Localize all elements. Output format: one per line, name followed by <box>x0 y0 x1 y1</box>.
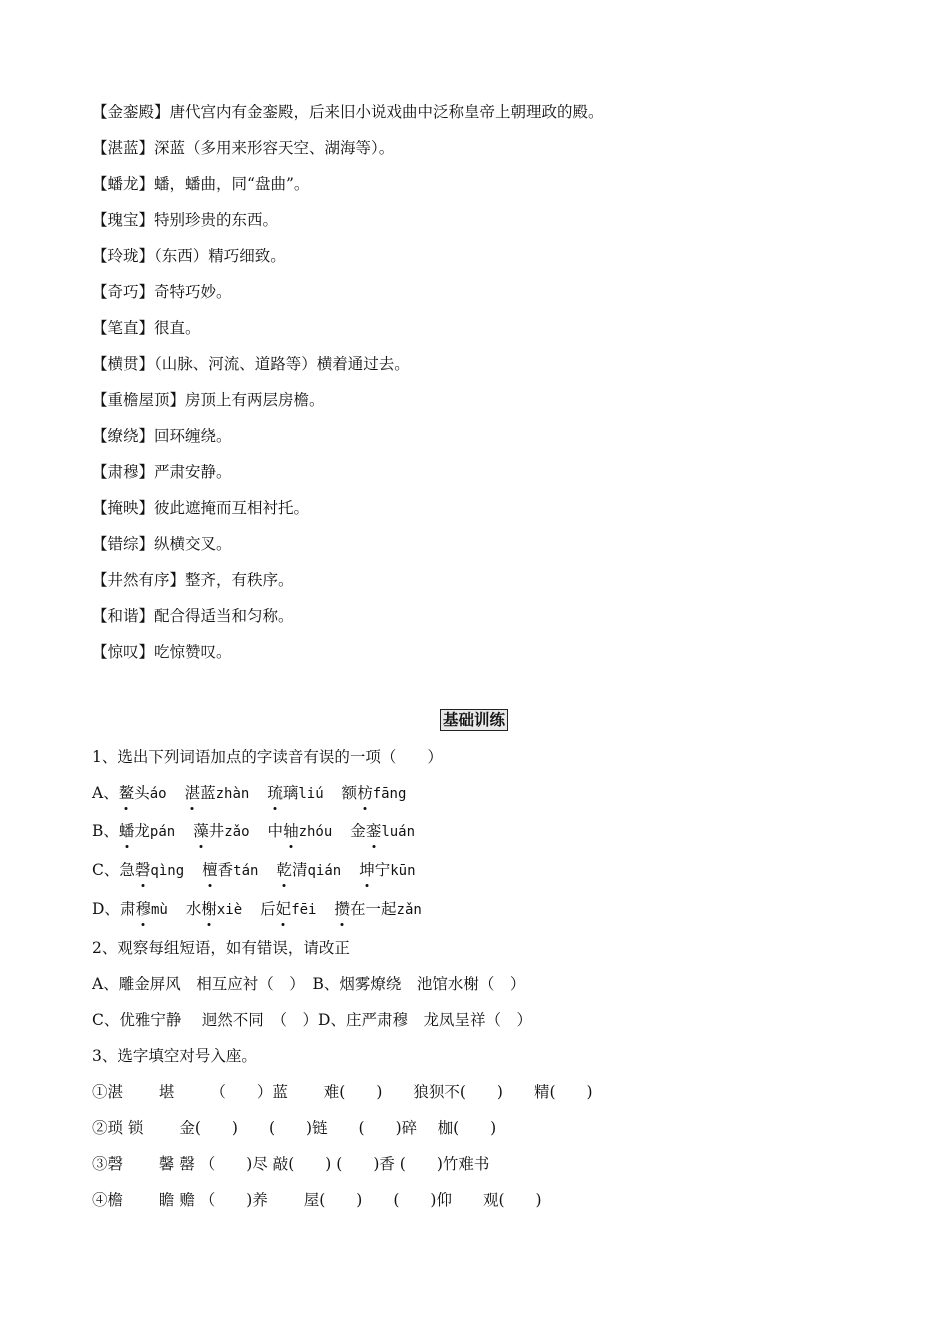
question-1-option-a <box>92 780 406 807</box>
dotted-character: 湛 <box>185 780 201 806</box>
option-label: B、 <box>92 822 119 840</box>
definition-term: 【金銮殿】 <box>92 103 170 121</box>
word-prefix: 肃 <box>119 900 136 918</box>
question-3-row-3: ③磬 馨 罄 （ )尽 敲( ) ( )香 ( )竹难书 <box>92 1155 490 1173</box>
definition-term: 【惊叹】 <box>92 643 155 661</box>
word-prefix: 水 <box>185 900 202 918</box>
dotted-character: 銮 <box>366 818 382 844</box>
definition-term: 【横贯】 <box>92 355 155 373</box>
definition-term: 【湛蓝】 <box>92 139 155 157</box>
definition-item <box>92 566 872 602</box>
pinyin: zǎo <box>224 824 250 840</box>
question-1-option-c <box>92 857 416 884</box>
definition-item <box>92 638 872 674</box>
pinyin: pán <box>149 824 176 840</box>
word-with-pinyin <box>119 822 175 840</box>
word-suffix: 龙 <box>134 822 150 840</box>
word-suffix: 头 <box>134 784 150 802</box>
question-3-row-1: ①湛 堪 （ ）蓝 难( ) 狼狈不( ) 精( ) <box>92 1083 593 1101</box>
definition-term: 【掩映】 <box>92 499 155 517</box>
pinyin: tán <box>233 863 259 879</box>
definition-item <box>92 242 872 278</box>
definition-text: 特别珍贵的东西。 <box>154 211 279 229</box>
word-suffix: 香 <box>217 861 234 879</box>
definition-term: 【瑰宝】 <box>92 211 155 229</box>
word-with-pinyin <box>193 822 249 840</box>
word-suffix: 宁 <box>374 861 391 879</box>
question-2-row-1: A、雕金屏风 相互应衬（ ） B、烟雾燎绕 池馆水榭（ ） <box>92 975 526 993</box>
word-with-pinyin <box>185 784 250 802</box>
definition-term: 【缭绕】 <box>92 427 155 445</box>
pinyin: áo <box>149 786 167 802</box>
word-with-pinyin <box>119 784 167 802</box>
word-suffix: 在一起 <box>350 900 397 918</box>
definition-item <box>92 170 872 206</box>
definitions-list <box>92 98 872 674</box>
option-label: C、 <box>92 861 120 879</box>
pinyin: zǎn <box>396 902 422 918</box>
question-2-stem: 2、观察每组短语，如有错误，请改正 <box>92 939 350 957</box>
definition-text: （东西）精巧细致。 <box>154 247 286 265</box>
definition-text: 房顶上有两层房檐。 <box>185 391 325 409</box>
pinyin: xiè <box>216 902 243 918</box>
word-with-pinyin <box>260 900 316 918</box>
pinyin: kūn <box>390 863 416 879</box>
option-label: D、 <box>92 900 120 918</box>
word-prefix: 后 <box>260 900 276 918</box>
word-with-pinyin <box>268 822 333 840</box>
dotted-character: 枋 <box>357 780 373 806</box>
question-3-row-2: ②琐 锁 金( ) ( )链 ( )碎 枷( ) <box>92 1119 497 1137</box>
word-prefix: 金 <box>350 822 366 840</box>
pinyin: qián <box>307 863 342 879</box>
word-suffix: 清 <box>291 861 308 879</box>
dotted-character: 攒 <box>334 896 350 922</box>
definition-term: 【重檐屋顶】 <box>92 391 186 409</box>
pinyin: liú <box>298 786 324 802</box>
definition-term: 【笔直】 <box>92 319 155 337</box>
dotted-character: 轴 <box>283 818 299 844</box>
section-title: 基础训练 <box>440 709 508 731</box>
word-with-pinyin <box>120 900 168 918</box>
definition-item <box>92 602 872 638</box>
dotted-character: 穆 <box>135 896 151 922</box>
definition-term: 【和谐】 <box>92 607 155 625</box>
word-with-pinyin <box>186 900 242 918</box>
question-3-row-4: ④檐 瞻 赡 （ )养 屋( ) ( )仰 观( ) <box>92 1191 542 1209</box>
option-label: A、 <box>92 784 119 802</box>
pinyin: zhàn <box>215 786 250 802</box>
definition-text: 严肃安静。 <box>154 463 232 481</box>
dotted-character: 磬 <box>135 857 151 883</box>
question-2-row-2: C、优雅宁静 迥然不同 （ ）D、庄严肃穆 龙凤呈祥（ ） <box>92 1011 532 1029</box>
dotted-character: 檀 <box>202 857 218 883</box>
definition-item <box>92 206 872 242</box>
definition-item <box>92 530 872 566</box>
dotted-character: 坤 <box>359 857 375 883</box>
dotted-character: 琉 <box>267 780 283 806</box>
pinyin: zhóu <box>298 824 333 840</box>
definition-term: 【奇巧】 <box>92 283 155 301</box>
definition-text: 纵横交叉。 <box>154 535 232 553</box>
word-with-pinyin <box>276 861 341 879</box>
definition-text: 唐代宫内有金銮殿，后来旧小说戏曲中泛称皇帝上朝理政的殿。 <box>169 103 604 121</box>
word-with-pinyin <box>202 861 258 879</box>
definition-text: 奇特巧妙。 <box>154 283 232 301</box>
pinyin: fēi <box>291 902 317 918</box>
definition-text: 吃惊赞叹。 <box>154 643 232 661</box>
definition-text: 回环缠绕。 <box>154 427 232 445</box>
dotted-character: 蟠 <box>119 818 135 844</box>
definition-item <box>92 422 872 458</box>
definition-text: 蟠，蟠曲，同“盘曲”。 <box>154 175 310 193</box>
word-prefix: 急 <box>119 861 135 879</box>
word-with-pinyin <box>359 861 415 879</box>
definition-text: 配合得适当和匀称。 <box>154 607 294 625</box>
definition-item <box>92 134 872 170</box>
definition-text: 彼此遮掩而互相衬托。 <box>154 499 310 517</box>
definition-item <box>92 278 872 314</box>
pinyin: qìng <box>150 863 185 879</box>
definition-item <box>92 386 872 422</box>
definition-text: 很直。 <box>154 319 201 337</box>
word-prefix: 额 <box>341 784 358 802</box>
definition-term: 【错综】 <box>92 535 155 553</box>
word-with-pinyin <box>350 822 415 840</box>
definition-item <box>92 494 872 530</box>
definition-item <box>92 458 872 494</box>
question-1-option-b <box>92 818 415 845</box>
definition-item <box>92 98 872 134</box>
dotted-character: 乾 <box>276 857 292 883</box>
definition-item <box>92 350 872 386</box>
word-with-pinyin <box>119 861 184 879</box>
definition-term: 【井然有序】 <box>92 571 186 589</box>
dotted-character: 藻 <box>193 818 209 844</box>
dotted-character: 妃 <box>276 896 292 922</box>
word-suffix: 璃 <box>282 784 299 802</box>
word-with-pinyin <box>342 784 407 802</box>
word-suffix: 井 <box>208 822 225 840</box>
word-with-pinyin <box>334 900 421 918</box>
question-3-stem: 3、选字填空对号入座。 <box>92 1047 257 1065</box>
definition-term: 【蟠龙】 <box>92 175 155 193</box>
pinyin: mù <box>150 902 168 918</box>
word-prefix: 中 <box>267 822 284 840</box>
word-with-pinyin <box>267 784 323 802</box>
dotted-character: 榭 <box>201 896 217 922</box>
pinyin: fāng <box>372 786 407 802</box>
definition-text: 整齐，有秩序。 <box>185 571 294 589</box>
question-1-option-d <box>92 896 422 923</box>
question-1-stem: 1、选出下列词语加点的字读音有误的一项（ ） <box>92 748 443 766</box>
dotted-character: 鳌 <box>119 780 135 806</box>
definition-text: 深蓝（多用来形容天空、湖海等）。 <box>154 139 395 157</box>
definition-term: 【肃穆】 <box>92 463 155 481</box>
pinyin: luán <box>381 824 416 840</box>
definition-term: 【玲珑】 <box>92 247 155 265</box>
definition-item <box>92 314 872 350</box>
word-suffix: 蓝 <box>200 784 216 802</box>
definition-text: （山脉、河流、道路等）横着通过去。 <box>154 355 410 373</box>
